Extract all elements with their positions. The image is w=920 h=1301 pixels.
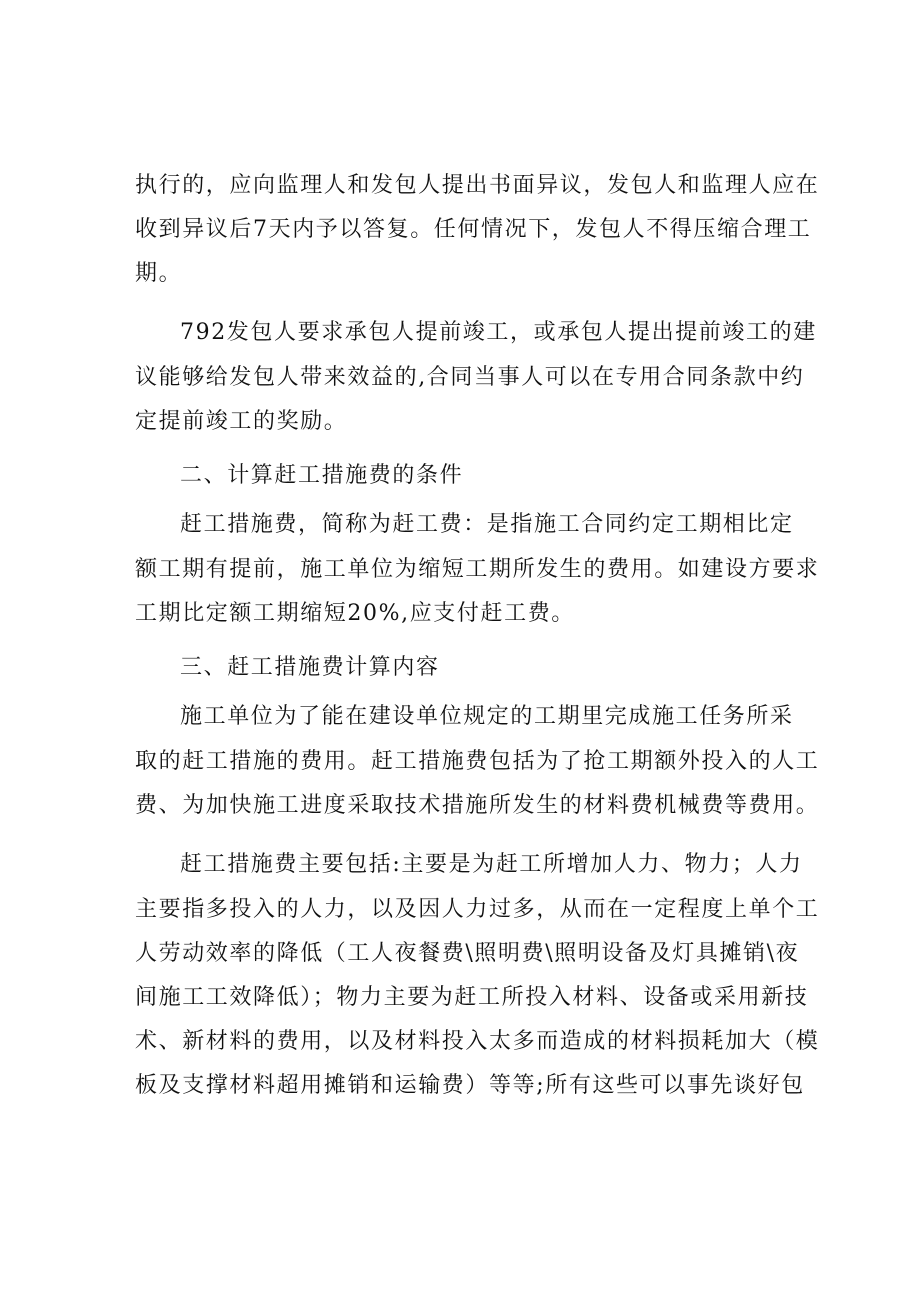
paragraph-7-line-1: 赶工措施费主要包括:主要是为赶工所增加人力、物力；人力 [180,852,803,877]
paragraph-4-line-3: 工期比定额工期缩短20%,应支付赶工费。 [135,601,575,626]
paragraph-7-line-4: 间施工工效降低）；物力主要为赶工所投入材料、设备或采用新技 [135,985,809,1010]
paragraph-2-line-3: 定提前竣工的奖励。 [135,409,348,434]
paragraph-1-line-3: 期。 [135,261,183,286]
paragraph-2-line-1: 792发包人要求承包人提前竣工，或承包人提出提前竣工的建 [180,320,817,345]
paragraph-7-line-2: 主要指多投入的人力，以及因人力过多，从而在一定程度上单个工 [135,897,820,922]
paragraph-6-line-2: 取的赶工措施的费用。赶工措施费包括为了抢工期额外投入的人工 [135,749,820,774]
paragraph-6-line-3: 费、为加快施工进度采取技术措施所发生的材料费机械费等费用。 [135,793,820,818]
paragraph-2-line-2: 议能够给发包人带来效益的,合同当事人可以在专用合同条款中约 [135,365,805,390]
paragraph-7-line-5: 术、新材料的费用，以及材料投入太多而造成的材料损耗加大（模 [135,1029,820,1054]
section-heading-3: 三、赶工措施费计算内容 [180,655,440,680]
paragraph-7-line-6: 板及支撑材料超用摊销和运输费）等等;所有这些可以事先谈好包 [135,1073,805,1098]
paragraph-7-line-3: 人劳动效率的降低（工人夜餐费\照明费\照明设备及灯具摊销\夜 [135,941,800,966]
section-heading-2: 二、计算赶工措施费的条件 [180,463,464,488]
paragraph-4-line-2: 额工期有提前，施工单位为缩短工期所发生的费用。如建设方要求 [135,557,820,582]
paragraph-1-line-2: 收到异议后7天内予以答复。任何情况下，发包人不得压缩合理工 [135,217,812,242]
paragraph-4-line-1: 赶工措施费，简称为赶工费：是指施工合同约定工期相比定 [180,512,794,537]
paragraph-6-line-1: 施工单位为了能在建设单位规定的工期里完成施工任务所采 [180,704,794,729]
paragraph-1-line-1: 执行的，应向监理人和发包人提出书面异议，发包人和监理人应在 [135,173,820,198]
